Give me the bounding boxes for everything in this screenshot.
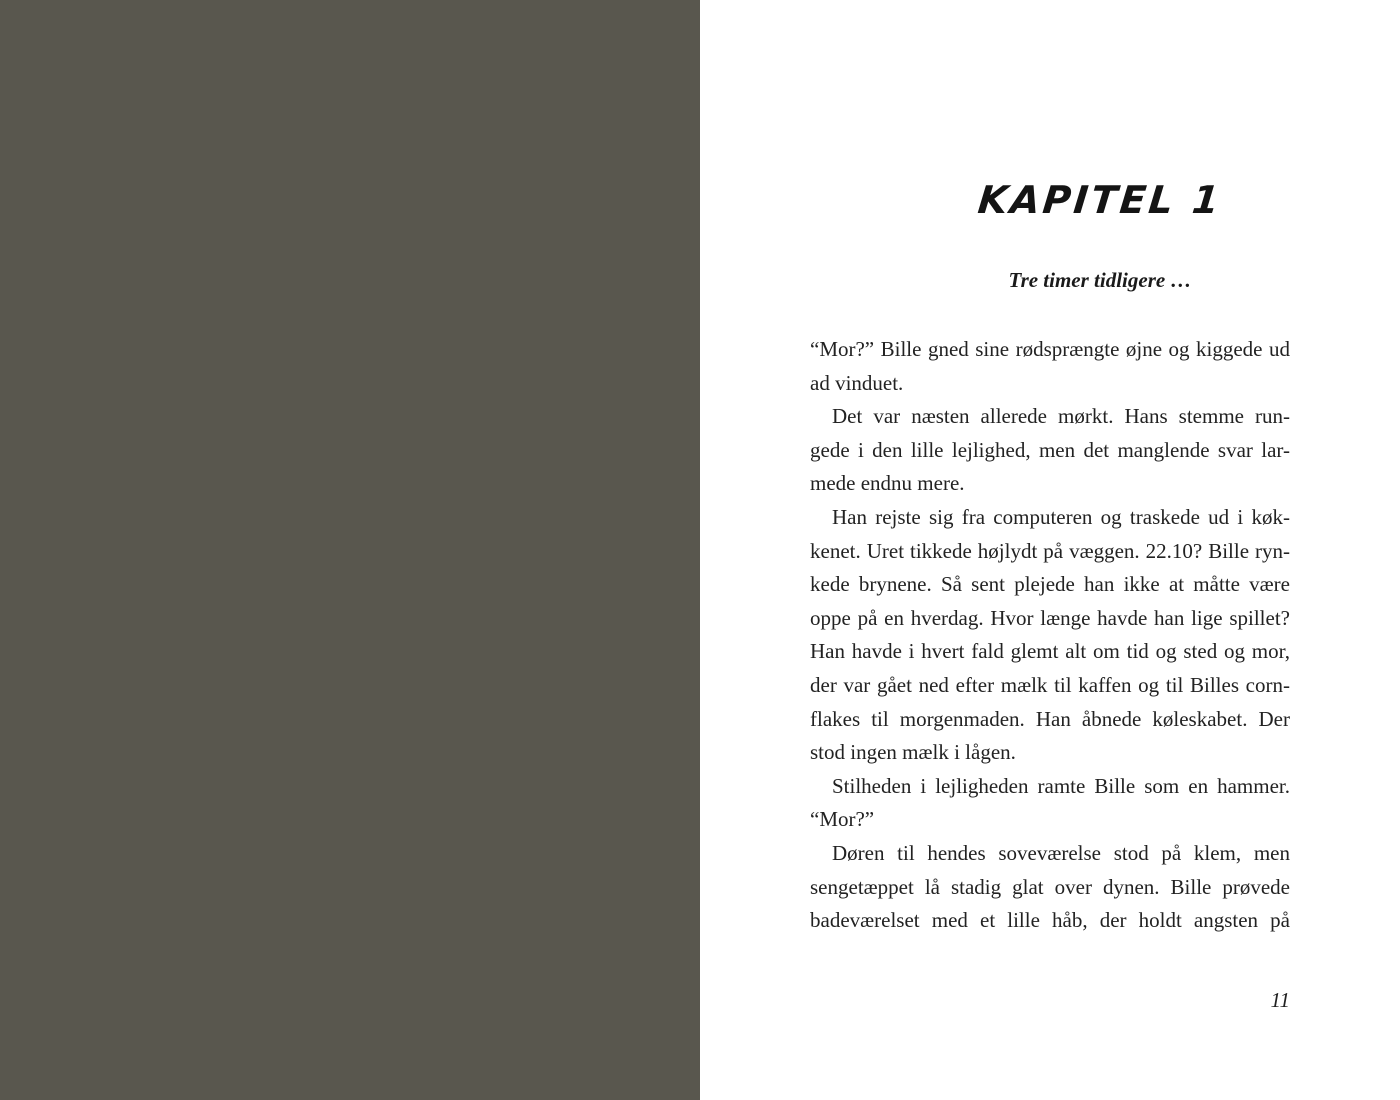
text-line: sengetæppet lå stadig glat over dynen. Bille prøvede	[810, 874, 1290, 899]
text-line: mede endnu mere.	[810, 471, 965, 496]
text-line: oppe på en hverdag. Hvor længe havde han lige spillet?	[810, 605, 1290, 630]
chapter-subtitle: Tre timer tidligere …	[1008, 268, 1192, 292]
text-line: flakes til morgenmaden. Han åbnede køleskabet. Der	[810, 706, 1290, 731]
body-text	[810, 333, 1290, 938]
text-line: gede i den lille lejlighed, men det manglende svar lar-	[810, 437, 1290, 462]
text-line: Han rejste sig fra computeren og traskede ud i køk-	[832, 504, 1290, 529]
text-line: Han havde i hvert fald glemt alt om tid og sted og mor,	[810, 639, 1290, 664]
text-line: ad vinduet.	[810, 370, 904, 395]
text-line: “Mor?”	[810, 807, 875, 832]
chapter-title: KAPITEL 1	[975, 178, 1225, 222]
right-page	[700, 0, 1400, 1100]
text-line: Døren til hendes soveværelse stod på klem, men	[832, 840, 1290, 865]
text-line: kenet. Uret tikkede højlydt på væggen. 22.10? Bille ryn-	[810, 538, 1290, 563]
text-line: kede brynene. Så sent plejede han ikke at måtte være	[810, 572, 1290, 597]
text-line: badeværelset med et lille håb, der holdt angsten på	[810, 908, 1290, 933]
text-line: Det var næsten allerede mørkt. Hans stemme run-	[832, 404, 1290, 429]
text-line: “Mor?” Bille gned sine rødsprængte øjne og kiggede ud	[810, 337, 1290, 361]
text-line: stod ingen mælk i lågen.	[810, 740, 1016, 765]
page-number: 11	[1270, 988, 1290, 1012]
text-line: der var gået ned efter mælk til kaffen og til Billes corn-	[810, 672, 1290, 697]
text-line: Stilheden i lejligheden ramte Bille som en hammer.	[832, 773, 1290, 798]
